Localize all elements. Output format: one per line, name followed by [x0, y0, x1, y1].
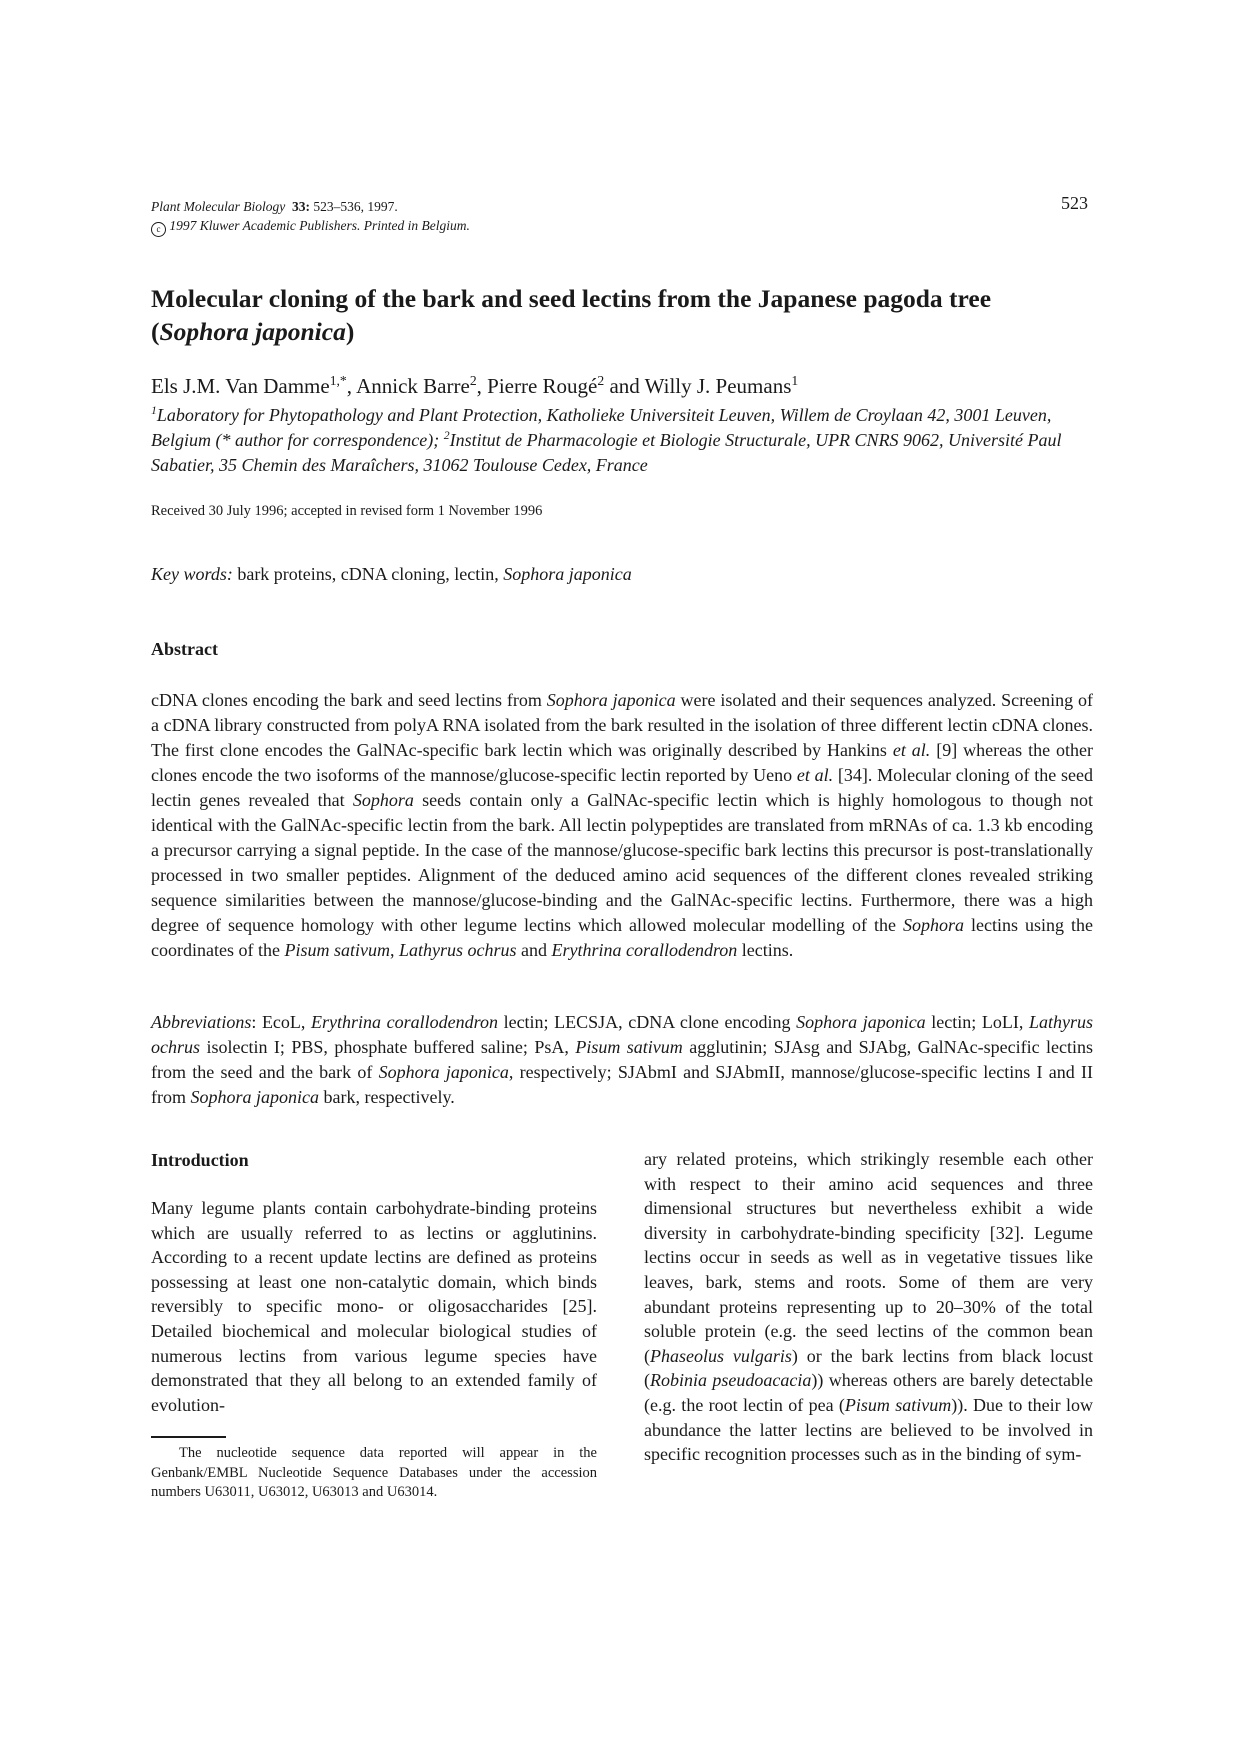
- abstract-text: were isolated and their sequences analyzed. Screening of a cDNA library constructed from polyA RNA isolated from the bark resulted in the isolation of three different lectin cDNA clones. The first clone encodes the GalNAc-specific bark lectin which was originally described by Hankins: [151, 690, 1093, 760]
- affiliations: [151, 403, 1096, 478]
- abbrev-text: isolectin I; PBS, phosphate buffered saline; PsA,: [200, 1037, 576, 1057]
- intro-text: ) or the bark lectins from black locust (: [644, 1345, 1093, 1391]
- abbreviations-label: Abbreviations: [151, 1012, 252, 1032]
- affiliation-sup: 2: [443, 429, 450, 442]
- abbrev-text: lectin; LECSJA, cDNA clone encoding: [497, 1012, 797, 1032]
- abbrev-text: lectin; LoLI,: [925, 1012, 1029, 1032]
- abbrev-text: agglutinin; SJAsg and SJAbg, GalNAc-specific lectins from the seed and the bark of: [151, 1037, 1094, 1082]
- keywords: [151, 564, 632, 585]
- author-separator: ,: [476, 374, 488, 398]
- author-name: Pierre Rougé: [487, 374, 598, 398]
- affiliation-sup: 1: [151, 404, 157, 417]
- author-list: [151, 374, 798, 399]
- author-separator: and: [604, 374, 645, 398]
- abstract-text: ,: [389, 940, 399, 960]
- abstract-heading: Abstract: [151, 639, 218, 659]
- author-name: Annick Barre: [356, 374, 470, 398]
- abbrev-italic: Lathyrus ochrus: [151, 1012, 1093, 1057]
- footnote-divider: [151, 1436, 226, 1438]
- affiliation-1: Laboratory for Phytopathology and Plant Protection, Katholieke Universiteit Leuven, Willem de Croylaan 42, 3001 Leuven, Belgium (* author for correspondence);: [151, 405, 1052, 450]
- abstract-text: seeds contain only a GalNAc-specific lectin which is highly homologous to though not identical with the GalNAc-specific lectin from the bark. All lectin polypeptides are translated from mRNAs of ca. 1.3 kb encoding a precursor carrying a signal peptide. In the case of the mannose/glucose-specific bark lectins this precursor is post-translationally processed in two smaller peptides. Alignment of the deduced amino acid sequences of the different clones revealed striking sequence similarities between the mannose/glucose-binding and the GalNAc-specific lectins. Furthermore, there was a high degree of sequence homology with other legume lectins which allowed molecular modelling of the: [151, 790, 1093, 935]
- abstract-italic: Sophora: [352, 790, 414, 810]
- introduction-heading: Introduction: [151, 1150, 249, 1170]
- author-sup: 1: [791, 373, 799, 388]
- abbrev-italic: Erythrina corallodendron: [311, 1012, 498, 1032]
- keywords-text: bark proteins, cDNA cloning, lectin,: [232, 564, 504, 584]
- copyright-line: 1997 Kluwer Academic Publishers. Printed in Belgium.: [166, 218, 470, 233]
- title-species: Sophora japonica: [159, 317, 346, 346]
- abbrev-italic: Sophora japonica: [796, 1012, 926, 1032]
- abstract-body: [151, 688, 1093, 963]
- intro-text: )). Due to their low abundance the latter lectins are believed to be involved in specific recognition processes such as in the binding of sym-: [644, 1394, 1093, 1465]
- intro-italic: Pisum sativum: [844, 1394, 952, 1415]
- abstract-text: cDNA clones encoding the bark and seed lectins from: [151, 690, 547, 710]
- abbrev-text: : EcoL,: [251, 1012, 312, 1032]
- abstract-italic: et al.: [796, 765, 834, 785]
- intro-text: ary related proteins, which strikingly resemble each other with respect to their amino acid sequences and three dimensional structures but nevertheless exhibit a wide diversity in carbohydrate-binding specificity [32]. Legume lectins occur in seeds as well as in vegetative tissues like leaves, bark, stems and roots. Some of them are very abundant proteins representing up to 20–30% of the total soluble protein (e.g. the seed lectins of the common bean (: [644, 1149, 1093, 1366]
- abbreviations: [151, 1010, 1093, 1110]
- introduction-column-right: [644, 1147, 1093, 1467]
- title-text: Molecular cloning of the bark and seed lectins from the Japanese pagoda tree (: [151, 284, 992, 346]
- keywords-species: Sophora japonica: [503, 564, 632, 584]
- abstract-italic: Sophora japonica: [546, 690, 676, 710]
- journal-volume: 33:: [291, 199, 310, 214]
- journal-header: [151, 197, 470, 237]
- intro-text: )) whereas others are barely detectable (e.g. the root lectin of pea (: [644, 1370, 1093, 1415]
- journal-pages: 523–536, 1997.: [313, 199, 398, 214]
- received-dates: Received 30 July 1996; accepted in revised form 1 November 1996: [151, 503, 543, 519]
- abstract-italic: Lathyrus ochrus: [398, 940, 517, 960]
- abbrev-text: bark, respectively.: [319, 1087, 455, 1107]
- abstract-italic: Sophora: [902, 915, 964, 935]
- abstract-italic: et al.: [892, 740, 931, 760]
- introduction-column-left: Many legume plants contain carbohydrate-binding proteins which are usually referred to as lectins or agglutinins. According to a recent update lectins are defined as proteins possessing at least one non-catalytic domain, which binds reversibly to specific mono- or oligosaccharides [25]. Detailed biochemical and molecular biological studies of numerous lectins from various legume species have demonstrated that they all belong to an extended family of evolution-: [151, 1198, 597, 1415]
- abstract-text: and: [516, 940, 552, 960]
- title-close: ): [345, 317, 355, 346]
- abbrev-italic: Pisum sativum: [575, 1037, 683, 1057]
- author-separator: ,: [346, 374, 357, 398]
- journal-name: Plant Molecular Biology: [151, 199, 286, 214]
- keywords-label: Key words:: [151, 564, 233, 584]
- abstract-italic: Erythrina corallodendron: [551, 940, 738, 960]
- author-sup: 2: [469, 373, 477, 388]
- abstract-italic: Pisum sativum: [284, 940, 390, 960]
- abstract-text: [34]. Molecular cloning of the seed lectin genes revealed that: [151, 765, 1094, 810]
- intro-italic: Phaseolus vulgaris: [650, 1345, 792, 1366]
- abbrev-italic: Sophora japonica: [378, 1062, 509, 1082]
- paper-title: [151, 282, 1091, 348]
- author-sup: 2: [597, 373, 605, 388]
- author-name: Willy J. Peumans: [644, 374, 792, 398]
- copyright-symbol: c: [151, 222, 166, 237]
- abstract-text: [9] whereas the other clones encode the two isoforms of the mannose/glucose-specific lectin reported by Ueno: [151, 740, 1093, 785]
- abstract-text: lectins.: [737, 940, 794, 960]
- author-sup: 1,*: [329, 373, 347, 388]
- page-number: 523: [1061, 193, 1088, 213]
- intro-italic: Robinia pseudoacacia: [650, 1370, 812, 1391]
- affiliation-2: Institut de Pharmacologie et Biologie Structurale, UPR CNRS 9062, Université Paul Sabatier, 35 Chemin des Maraîchers, 31062 Toulouse Cedex, France: [151, 430, 1062, 475]
- abbrev-text: , respectively; SJAbmI and SJAbmII, mannose/glucose-specific lectins I and II from: [151, 1062, 1094, 1107]
- author-name: Els J.M. Van Damme: [151, 374, 330, 398]
- abstract-text: lectins using the coordinates of the: [151, 915, 1093, 960]
- footnote: The nucleotide sequence data reported will appear in the Genbank/EMBL Nucleotide Sequence Databases under the accession numbers U63011, U63012, U63013 and U63014.: [151, 1445, 597, 1500]
- abbrev-italic: Sophora japonica: [190, 1087, 319, 1107]
